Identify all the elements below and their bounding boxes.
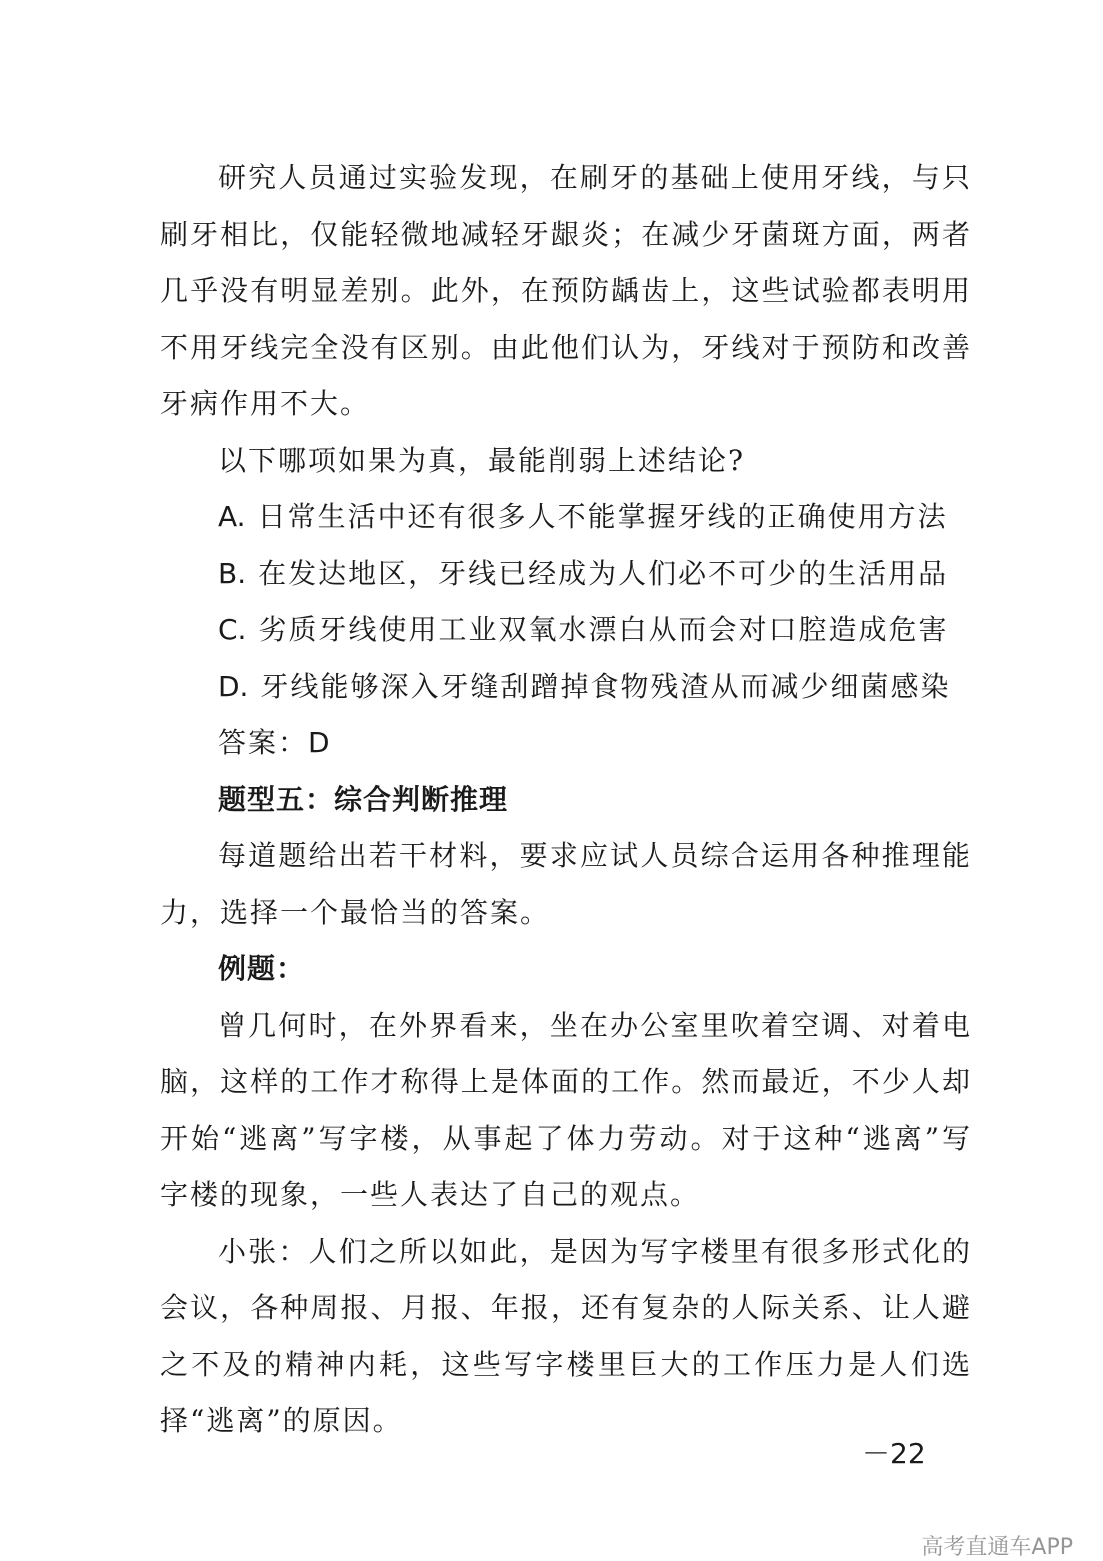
option-d (160, 659, 972, 716)
option-c-text: 劣质牙线使用工业双氧水漂白从而会对口腔造成危害 (258, 613, 949, 646)
option-b (160, 546, 972, 603)
option-a (160, 489, 972, 546)
passage-office: 曾几何时，在外界看来，坐在办公室里吹着空调、对着电脑，这样的工作才称得上是体面的工作。然而最近，不少人却开始“逃离”写字楼，从事起了体力劳动。对于这种“逃离”写字楼的现象，一些人表达了自己的观点。 (160, 1008, 972, 1211)
option-c (160, 602, 972, 659)
passage-xiaozhang: 小张：人们之所以如此，是因为写字楼里有很多形式化的会议，各种周报、月报、年报，还有复杂的人际关系、让人避之不及的精神内耗，这些写字楼里巨大的工作压力是人们选择“逃离”的原因。 (160, 1234, 972, 1437)
option-a-letter: A. (218, 500, 246, 533)
question-text: 以下哪项如果为真，最能削弱上述结论? (218, 443, 746, 477)
section-heading: 题型五：综合判断推理 (218, 782, 509, 816)
option-d-text: 牙线能够深入牙缝刮蹭掉食物残渣从而减少细菌感染 (260, 669, 951, 703)
answer-line (160, 715, 972, 772)
document-body (160, 150, 972, 1450)
option-d-letter: D. (218, 669, 249, 703)
option-b-text: 在发达地区，牙线已经成为人们必不可少的生活用品 (258, 556, 949, 590)
watermark: 高考直通车APP (921, 1535, 1073, 1560)
section-description: 每道题给出若干材料，要求应试人员综合运用各种推理能力，选择一个最恰当的答案。 (160, 839, 972, 929)
option-a-text: 日常生活中还有很多人不能掌握牙线的正确使用方法 (257, 500, 948, 533)
answer-label: 答案： (218, 726, 309, 759)
passage-research: 研究人员通过实验发现，在刷牙的基础上使用牙线，与只刷牙相比，仅能轻微地减轻牙龈炎；在减少牙菌斑方面，两者几乎没有明显差别。此外，在预防龋齿上，这些试验都表明用不用牙线完全没有区别。由此他们认为，牙线对于预防和改善牙病作用不大。 (160, 161, 972, 420)
example-label: 例题： (218, 952, 306, 985)
answer-value: D (308, 726, 330, 759)
option-b-letter: B. (218, 556, 247, 590)
option-c-letter: C. (218, 613, 247, 646)
page-number: －22 (862, 1437, 926, 1470)
